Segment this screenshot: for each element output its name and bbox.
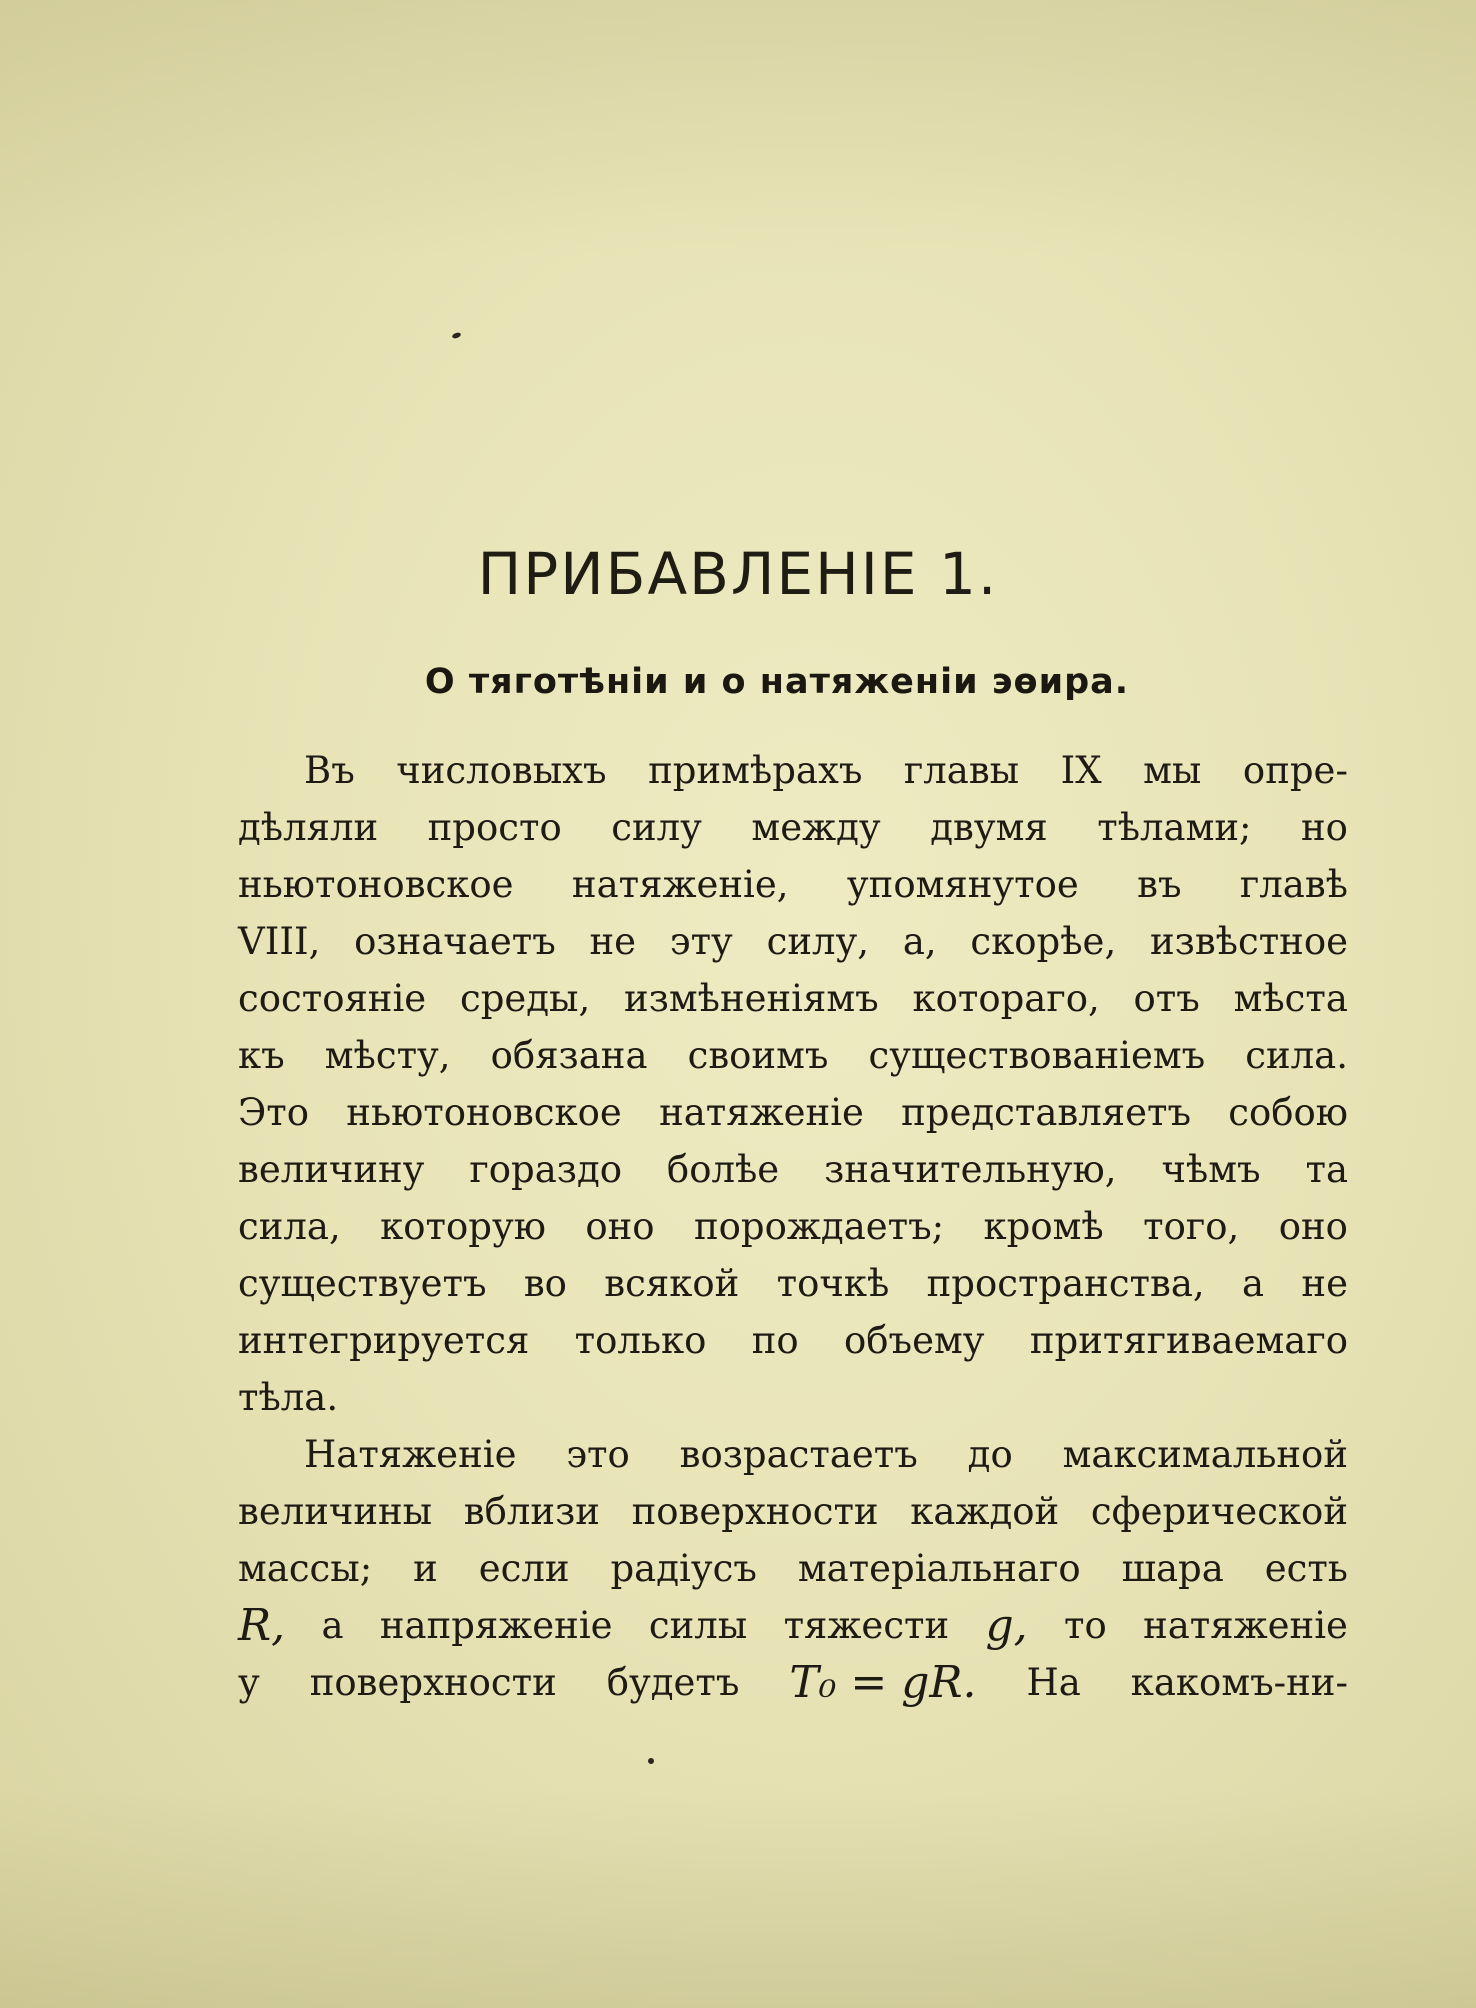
word: массы; — [238, 1547, 373, 1590]
word: представляетъ — [901, 1091, 1191, 1134]
word: тѣлами; — [1097, 806, 1252, 849]
word: та — [1305, 1148, 1348, 1191]
text-line — [238, 1198, 1348, 1255]
word: просто — [427, 806, 562, 849]
word: матеріальнаго — [797, 1547, 1081, 1590]
word: мѣста — [1233, 977, 1348, 1020]
paragraph — [238, 742, 1348, 1426]
word: отъ — [1133, 977, 1200, 1020]
word: скорѣе, — [970, 920, 1117, 963]
word: состояніе — [238, 977, 427, 1020]
word: мѣсту, — [324, 1034, 451, 1077]
word: точкѣ — [776, 1262, 890, 1305]
word: извѣстное — [1149, 920, 1348, 963]
page-title: ПРИБАВЛЕНІЕ 1. — [477, 540, 999, 608]
word: величину — [238, 1148, 425, 1191]
text-line — [238, 1255, 1348, 1312]
word: означаетъ — [354, 920, 556, 963]
word: если — [478, 1547, 570, 1590]
word: упомянутое — [846, 863, 1079, 906]
word: интегрируется — [238, 1319, 530, 1362]
word: кромѣ — [983, 1205, 1104, 1248]
word: возрастаетъ — [679, 1433, 918, 1476]
word: T₀ = gR. — [789, 1657, 977, 1708]
word: примѣрахъ — [648, 749, 863, 792]
word: до — [967, 1433, 1013, 1476]
word: силы — [648, 1604, 748, 1647]
text-line — [238, 1483, 1348, 1540]
word: VIII, — [238, 920, 321, 963]
word: вблизи — [463, 1490, 600, 1533]
word: во — [523, 1262, 567, 1305]
word: чѣмъ — [1161, 1148, 1261, 1191]
text-line — [238, 856, 1348, 913]
text-line — [238, 1369, 1348, 1426]
text-line — [238, 1426, 1348, 1483]
word: пространства, — [926, 1262, 1205, 1305]
word: мы — [1143, 749, 1202, 792]
word: числовыхъ — [396, 749, 607, 792]
word: оно — [585, 1205, 655, 1248]
word: R, — [238, 1600, 286, 1651]
word: сила. — [1245, 1034, 1348, 1077]
word: но — [1301, 806, 1348, 849]
word: есть — [1264, 1547, 1348, 1590]
text-line — [238, 1141, 1348, 1198]
word: эту — [669, 920, 733, 963]
word: ньютоновское — [346, 1091, 622, 1134]
text-line — [238, 1312, 1348, 1369]
word: Это — [238, 1091, 310, 1134]
word: напряженіе — [379, 1604, 613, 1647]
word: собою — [1228, 1091, 1348, 1134]
word: которую — [380, 1205, 546, 1248]
word: поверхности — [631, 1490, 879, 1533]
word: какомъ-ни- — [1130, 1661, 1348, 1704]
word: въ — [1137, 863, 1182, 906]
word: по — [751, 1319, 799, 1362]
word: порождаетъ; — [693, 1205, 945, 1248]
word: значительную, — [824, 1148, 1117, 1191]
word: только — [574, 1319, 707, 1362]
word: болѣе — [666, 1148, 780, 1191]
text-line — [238, 913, 1348, 970]
word: у — [238, 1661, 260, 1704]
word: IX — [1060, 749, 1102, 792]
word: поверхности — [309, 1661, 557, 1704]
word: а — [1242, 1262, 1265, 1305]
word: главы — [903, 749, 1020, 792]
word: тяжести — [783, 1604, 950, 1647]
word: На — [1026, 1661, 1081, 1704]
paragraph — [238, 1426, 1348, 1711]
word: шара — [1121, 1547, 1224, 1590]
word: между — [751, 806, 881, 849]
word: ньютоновское — [238, 863, 514, 906]
word: натяженіе — [1143, 1604, 1348, 1647]
word: это — [566, 1433, 630, 1476]
word: гораздо — [469, 1148, 623, 1191]
body-text — [238, 742, 1348, 1711]
text-line — [238, 799, 1348, 856]
word: каждой — [910, 1490, 1060, 1533]
word: натяженіе, — [571, 863, 789, 906]
ink-speck — [451, 332, 461, 340]
word: своимъ — [687, 1034, 829, 1077]
word: не — [589, 920, 637, 963]
word: g, — [985, 1600, 1028, 1651]
word: то — [1064, 1604, 1107, 1647]
text-line — [238, 1540, 1348, 1597]
page-shadow-bottom — [0, 1788, 1476, 2008]
word: оно — [1278, 1205, 1348, 1248]
word: среды, — [459, 977, 591, 1020]
page-shadow-top — [0, 0, 1476, 260]
word: а, — [902, 920, 937, 963]
word: существованіемъ — [868, 1034, 1206, 1077]
word: тѣла. — [238, 1376, 339, 1419]
word: величины — [238, 1490, 433, 1533]
word: къ — [238, 1034, 285, 1077]
word: главѣ — [1239, 863, 1348, 906]
word: натяженіе — [659, 1091, 864, 1134]
ink-speck — [648, 1758, 654, 1764]
word: двумя — [930, 806, 1048, 849]
text-line — [238, 1597, 1348, 1654]
word: силу — [611, 806, 702, 849]
word: всякой — [604, 1262, 740, 1305]
word: притягиваемаго — [1029, 1319, 1348, 1362]
text-line — [238, 1084, 1348, 1141]
word: не — [1301, 1262, 1348, 1305]
word: Натяженіе — [304, 1433, 517, 1476]
word: радіусъ — [610, 1547, 757, 1590]
word: котораго, — [912, 977, 1100, 1020]
word: и — [413, 1547, 438, 1590]
word: дѣляли — [238, 806, 379, 849]
text-line — [238, 970, 1348, 1027]
word: сферической — [1090, 1490, 1348, 1533]
word: объему — [843, 1319, 985, 1362]
word: максимальной — [1062, 1433, 1348, 1476]
word: существуетъ — [238, 1262, 487, 1305]
word: Въ — [304, 749, 355, 792]
word: опре- — [1242, 749, 1348, 792]
text-line — [238, 1654, 1348, 1711]
section-subtitle: О тяготѣніи и о натяженіи эѳира. — [424, 662, 1130, 702]
text-line — [238, 742, 1348, 799]
word: силу, — [766, 920, 870, 963]
word: того, — [1143, 1205, 1240, 1248]
word: будетъ — [606, 1661, 740, 1704]
text-line — [238, 1027, 1348, 1084]
word: сила, — [238, 1205, 341, 1248]
word: обязана — [490, 1034, 648, 1077]
word: измѣненіямъ — [624, 977, 879, 1020]
word: а — [321, 1604, 344, 1647]
